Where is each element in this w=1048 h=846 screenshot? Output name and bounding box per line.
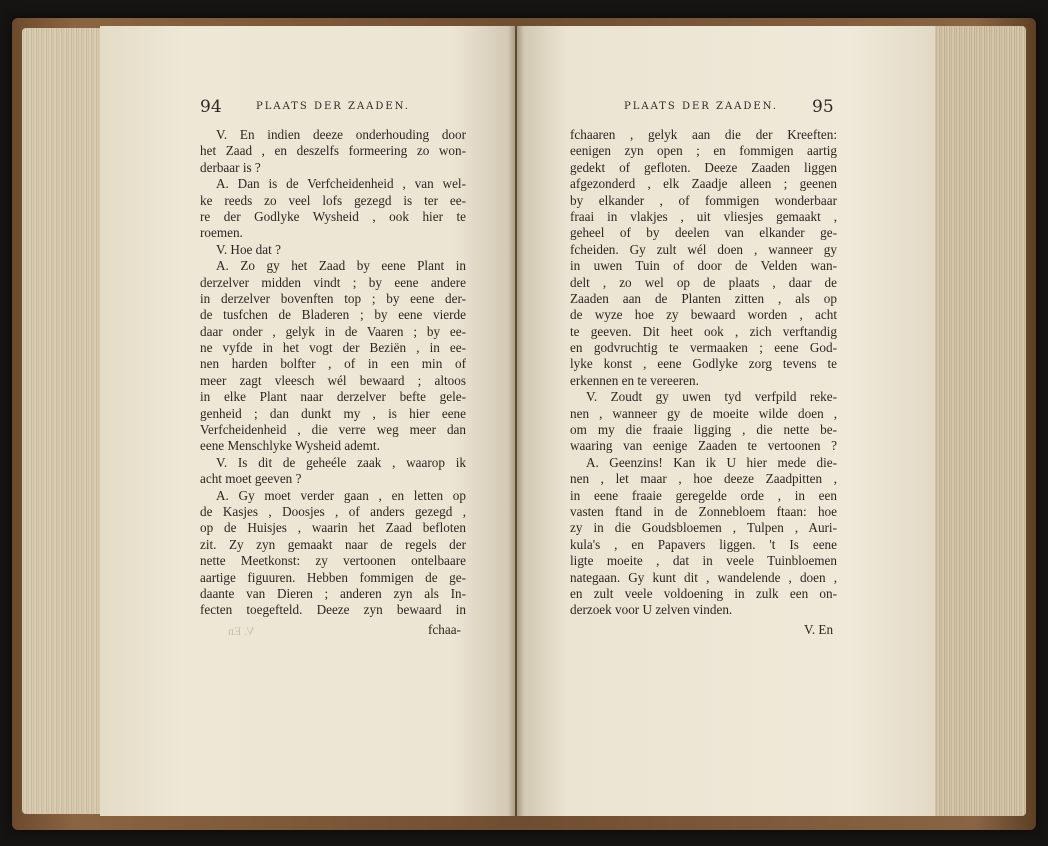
text-line: eenigen zyn open ; en fommigen aartig [570, 143, 837, 159]
text-line: zit. Zy zyn gemaakt naar de regels der [200, 536, 466, 552]
text-line: V. Is dit de geheéle zaak , waarop ik [216, 454, 466, 470]
right-page-number: 95 [812, 97, 834, 117]
text-line: gedekt of gefloten. Deeze Zaaden liggen [570, 159, 837, 175]
text-line: erkennen en te vereeren. [570, 372, 699, 388]
text-line: nen harden bolfter , of in een min of [200, 356, 466, 372]
text-line: fchaaren , gelyk aan die der Kreeften: [570, 127, 837, 142]
text-line: in derzelver bovenften top ; by eene der- [200, 290, 466, 306]
text-line: en godvruchtig te vermaaken ; eene God- [570, 340, 837, 356]
text-line: V. En indien deeze onderhouding door [216, 127, 466, 142]
text-line: in elke Plant naar derzelver befte gele- [200, 389, 466, 405]
right-page-edges [930, 26, 1026, 816]
text-line: eene Menschlyke Wysheid ademt. [200, 438, 380, 454]
text-line: derzelver midden vindt ; by eene andere [200, 274, 466, 290]
text-line: lyke konst , eene Godlyke zorg tevens te [570, 356, 837, 372]
text-line: aartige figuuren. Hebben fommigen de ge- [200, 569, 466, 585]
left-catchword: fchaa- [428, 622, 461, 637]
left-running-title: PLAATS DER ZAADEN. [256, 101, 410, 112]
right-page-text [570, 127, 837, 619]
text-line: V. Hoe dat ? [216, 241, 281, 257]
text-line: derbaar is ? [200, 159, 261, 175]
left-page-number: 94 [200, 97, 222, 117]
left-page-text [200, 127, 466, 619]
text-line: om my die fraaie ligging , die nette be- [570, 422, 837, 438]
text-line: by elkander , of fommigen wonderbaar [570, 192, 837, 208]
text-line: kula's , en Papavers liggen. 't Is eene [570, 536, 837, 552]
text-line: te geeven. Dit heet ook , zich verftandig [570, 323, 837, 339]
text-line: nette Meetkonst: zy vertoonen ontelbaare [200, 553, 466, 569]
text-line: A. Dan is de Verfcheidenheid , van wel- [216, 176, 466, 192]
text-line: nen , wanneer gy de moeite wilde doen , [570, 405, 837, 421]
text-line: fraai in vlakjes , uit vliesjes gemaakt , [570, 208, 837, 224]
text-line: in eene fraaie geregelde orde , in een [570, 487, 837, 503]
text-line: de wyze hoe zy bewaard worden , acht [570, 307, 837, 323]
right-page-header [620, 97, 835, 117]
text-line: vasten ftand in de Zonnebloem ftaan: hoe [570, 503, 837, 519]
text-line: V. Zoudt gy uwen tyd verfpild reke- [586, 389, 837, 405]
left-page-edges [22, 28, 112, 814]
text-line: nen , let maar , hoe deeze Zaadpitten , [570, 471, 837, 487]
text-line: A. Geenzins! Kan ik U hier mede die- [586, 454, 837, 470]
left-page-header [200, 97, 500, 117]
text-line: zy in die Goudsbloemen , Tulpen , Auri- [570, 520, 837, 536]
text-line: in uwen Tuin of door de Velden wan- [570, 258, 837, 274]
text-line: roemen. [200, 225, 243, 241]
text-line: A. Gy moet verder gaan , en letten op [216, 487, 466, 503]
text-line: afgezonderd , elk Zaadje alleen ; geenen [570, 176, 837, 192]
right-catchword: V. En [804, 622, 834, 637]
text-line: op de Huisjes , waarin het Zaad befloten [200, 520, 466, 536]
text-line: nategaan. Gy kunt dit , wandelende , doen , [570, 569, 837, 585]
text-line: het Zaad , en deszelfs formeering zo won- [200, 143, 466, 159]
text-line: re der Godlyke Wysheid , ook hier te [200, 208, 466, 224]
show-through-text: V. En [228, 624, 255, 638]
text-line: de tusfchen de Bladeren ; by eene vierde [200, 307, 466, 323]
text-line: meer zagt vleesch wél bewaard ; altoos [200, 372, 466, 388]
text-line: ke reeds zo veel lofs gezegd is ter ee- [200, 192, 466, 208]
book-gutter [508, 26, 524, 816]
text-line: derzoek voor U zelven vinden. [570, 602, 733, 618]
text-line: waaring van eenige Zaaden te vertoonen ? [570, 438, 837, 454]
text-line: ne vyfde in het vogt der Beziën , in ee- [200, 340, 466, 356]
text-line: genheid ; dan dunkt my , is hier eene [200, 405, 466, 421]
right-running-title: PLAATS DER ZAADEN. [624, 101, 778, 112]
text-line: geheel of by deelen van elkander ge- [570, 225, 837, 241]
text-line: fcheiden. Gy zult wél doen , wanneer gy [570, 241, 837, 257]
text-line: daar onder , gelyk in de Vaaren ; by ee- [200, 323, 466, 339]
text-line: Zaaden aan de Planten zitten , als op [570, 290, 837, 306]
text-line: Verfcheidenheid , die verre weg meer dan [200, 422, 466, 438]
text-line: delt , zo wel op de plaats , daar de [570, 274, 837, 290]
text-line: de Kasjes , Doosjes , of anders gezegd , [200, 503, 466, 519]
text-line: A. Zo gy het Zaad by eene Plant in [216, 258, 466, 274]
text-line: acht moet geeven ? [200, 471, 302, 487]
text-line: en zult veele voldoening in zulk een on- [570, 585, 837, 601]
text-line: ligte moeite , dat in veele Tuinbloemen [570, 553, 837, 569]
text-line: fecten toegefteld. Deeze zyn bewaard in [200, 602, 466, 618]
text-line: daante van Dieren ; anderen zyn als In- [200, 585, 466, 601]
